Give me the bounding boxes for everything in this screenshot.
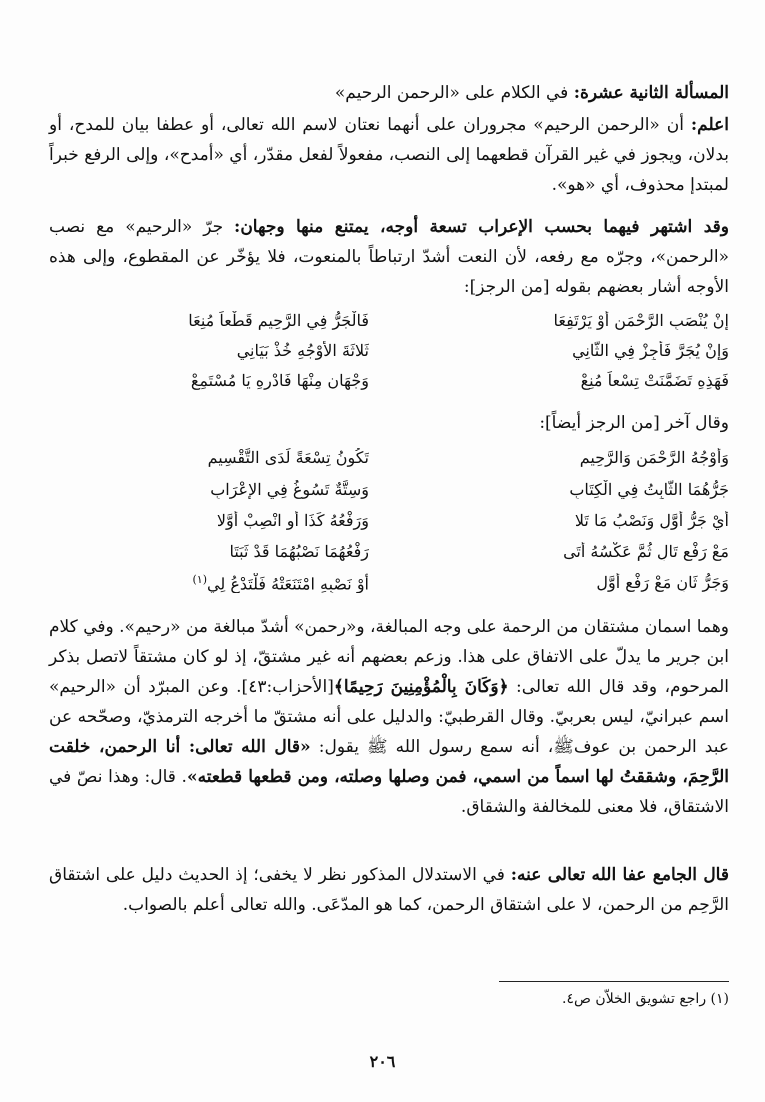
hemistich-second: وَجْهَانِ مِنْهَا فَادْرِهِ يَا مُسْتَمِعْ	[190, 371, 369, 390]
nine-ways-text: جرّ «الرحيم» مع نصب «الرحمن»، وجرّه مع رفعه، لأن النعت أشدّ ارتباطاً بالمنعوت، فلا يؤخّر عن المقطوع، وإلى هذه الأوجه أشار بعضهم بقوله [من الرجز]:	[49, 217, 729, 297]
derivation-text-1: وهما اسمان مشتقان من الرحمة على وجه المبالغة، و«رحمن» أشدّ مبالغة من «رحيم». وفي كلام ابن جرير ما يدلّ على الاتفاق على هذا. وزعم بعضهم أنه غير مشتقّ، إذ لو كان مشتقاً لاتصل بذكر المرحوم، وقد قال الله تعالى:	[49, 617, 729, 697]
hemistich-first: وَجَرُّ ثَانٍ مَعْ رَفْعِ أَوَّلِ	[596, 573, 729, 592]
footnote-marker: (١)	[192, 573, 208, 586]
hemistich-first: مَعْ رَفْعِ تَالٍ ثُمَّ عَكْسُهُ أَتَى	[563, 542, 729, 561]
footnote-divider	[499, 981, 729, 982]
hemistich-first: أَيْ جَرُّ أَوَّلٍ وَنَصْبُ مَا تَلا	[574, 511, 729, 530]
section-title-label: المسألة الثانية عشرة:	[573, 83, 729, 103]
footnote-text: (١) راجع تشويق الخلاّن ص٤.	[562, 991, 729, 1007]
nine-ways-label: وقد اشتهر فيهما بحسب الإعراب تسعة أوجه، يمتنع منها وجهان:	[234, 217, 729, 237]
page-number: ٢٠٦	[369, 1052, 396, 1071]
section-title	[49, 78, 729, 108]
poem2-verse	[39, 542, 729, 572]
nine-ways-paragraph	[49, 212, 729, 302]
hemistich-first: إنْ يُنْصَبِ الرَّحْمَنِ أَوْ يَرْتَفِعَا	[553, 311, 729, 330]
compiler-note-paragraph	[49, 860, 729, 920]
derivation-text-2: [الأحزاب:٤٣]. وعن المبرّد أن «الرحيم» اسم عبرانيّ، ليس بعربيّ. وقال القرطبيّ: والدليل على أنه مشتقّ ما أخرجه الترمذيّ، وصحّحه عن عبد الرحمن بن عوفﷺ، أنه سمع رسول الله ﷺ يقول:	[49, 677, 729, 757]
another-said-text: وقال آخر [من الرجز أيضاً]:	[539, 413, 729, 433]
hemistich-second	[39, 573, 369, 593]
hemistich-second: ثَلاثَةَ الأَوْجُهِ خُذْ بَيَانِي	[236, 341, 369, 360]
hemistich-first: وَأَوْجُهُ الرَّحْمَنِ وَالرَّحِيمِ	[579, 448, 729, 467]
hemistich-second: وَرَفْعُهُ كَذَا أَوِ انْصِبْ أَوَّلا	[216, 511, 369, 530]
another-said-line	[49, 408, 729, 438]
compiler-note-label: قال الجامع عفا الله تعالى عنه:	[510, 865, 729, 885]
poem1-verse	[39, 311, 729, 341]
hemistich-second-text: أَوْ نَصْبِهِ امْتَنَعَتْهُ فَلْتَدْعُ لِي	[207, 574, 369, 594]
hemistich-first: وَإِنْ يُجَرَّ فَأَجِزْ فِي الثَّانِي	[572, 341, 729, 360]
intro-text: أن «الرحمن الرحيم» مجروران على أنهما نعتان لاسم الله تعالى، أو عطفا بيان للمدح، أو بدلان، ويجوز في غير القرآن قطعهما إلى النصب، مفعولاً لفعل مقدّر، أي «أمدح»، وإلى الرفع خبراً لمبتدإ محذوف، أي «هو».	[49, 115, 729, 195]
section-title-text: في الكلام على «الرحمن الرحيم»	[334, 83, 574, 103]
quran-verse: ﴿وَكَانَ بِالْمُؤْمِنِينَ رَحِيمًا﴾	[333, 677, 509, 697]
derivation-text-3: . قال: وهذا نصّ في الاشتقاق، فلا معنى للمخالفة والشقاق.	[49, 767, 729, 817]
hemistich-first: جَرُّهُمَا الثَّابِتُ فِي الْكِتَابِ	[569, 480, 729, 499]
poem2-verse	[39, 480, 729, 510]
derivation-paragraph	[49, 612, 729, 822]
hemistich-first: فَهَذِهِ تَضَمَّنَتْ تِسْعاً مُنِعْ	[580, 371, 729, 390]
hemistich-second: تَكُونُ تِسْعَةً لَدَى التَّقْسِيمِ	[207, 448, 369, 467]
poem1-verse	[39, 341, 729, 371]
poem2-verse	[39, 448, 729, 478]
poem2-verse	[39, 511, 729, 541]
compiler-note-text: في الاستدلال المذكور نظر لا يخفى؛ إذ الحديث دليل على اشتقاق الرَّحِم من الرحمن، لا على اشتقاق الرحمن، كما هو المدّعَى. والله تعالى أعلم بالصواب.	[49, 865, 729, 915]
intro-paragraph	[49, 110, 729, 200]
hadith-quote: «قال الله تعالى: أنا الرحمن، خلقت الرَّحِمَ، وشققتُ لها اسماً من اسمي، فمن وصلها وصلته، ومن قطعها قطعته»	[49, 737, 729, 787]
intro-label: اعلم:	[690, 115, 729, 135]
footnote	[49, 988, 729, 1010]
hemistich-second: رَفْعُهُمَا نَصْبُهُمَا قَدْ ثَبَتَا	[229, 542, 369, 561]
poem2-verse	[39, 573, 729, 603]
poem1-verse	[39, 371, 729, 401]
hemistich-second: وَسِتَّةٌ تَسُوغُ فِي الإِعْرَابِ	[210, 480, 369, 499]
hemistich-second: فَالْجَرُّ فِي الرَّحِيمِ قَطْعاً مُنِعَا	[188, 311, 369, 330]
